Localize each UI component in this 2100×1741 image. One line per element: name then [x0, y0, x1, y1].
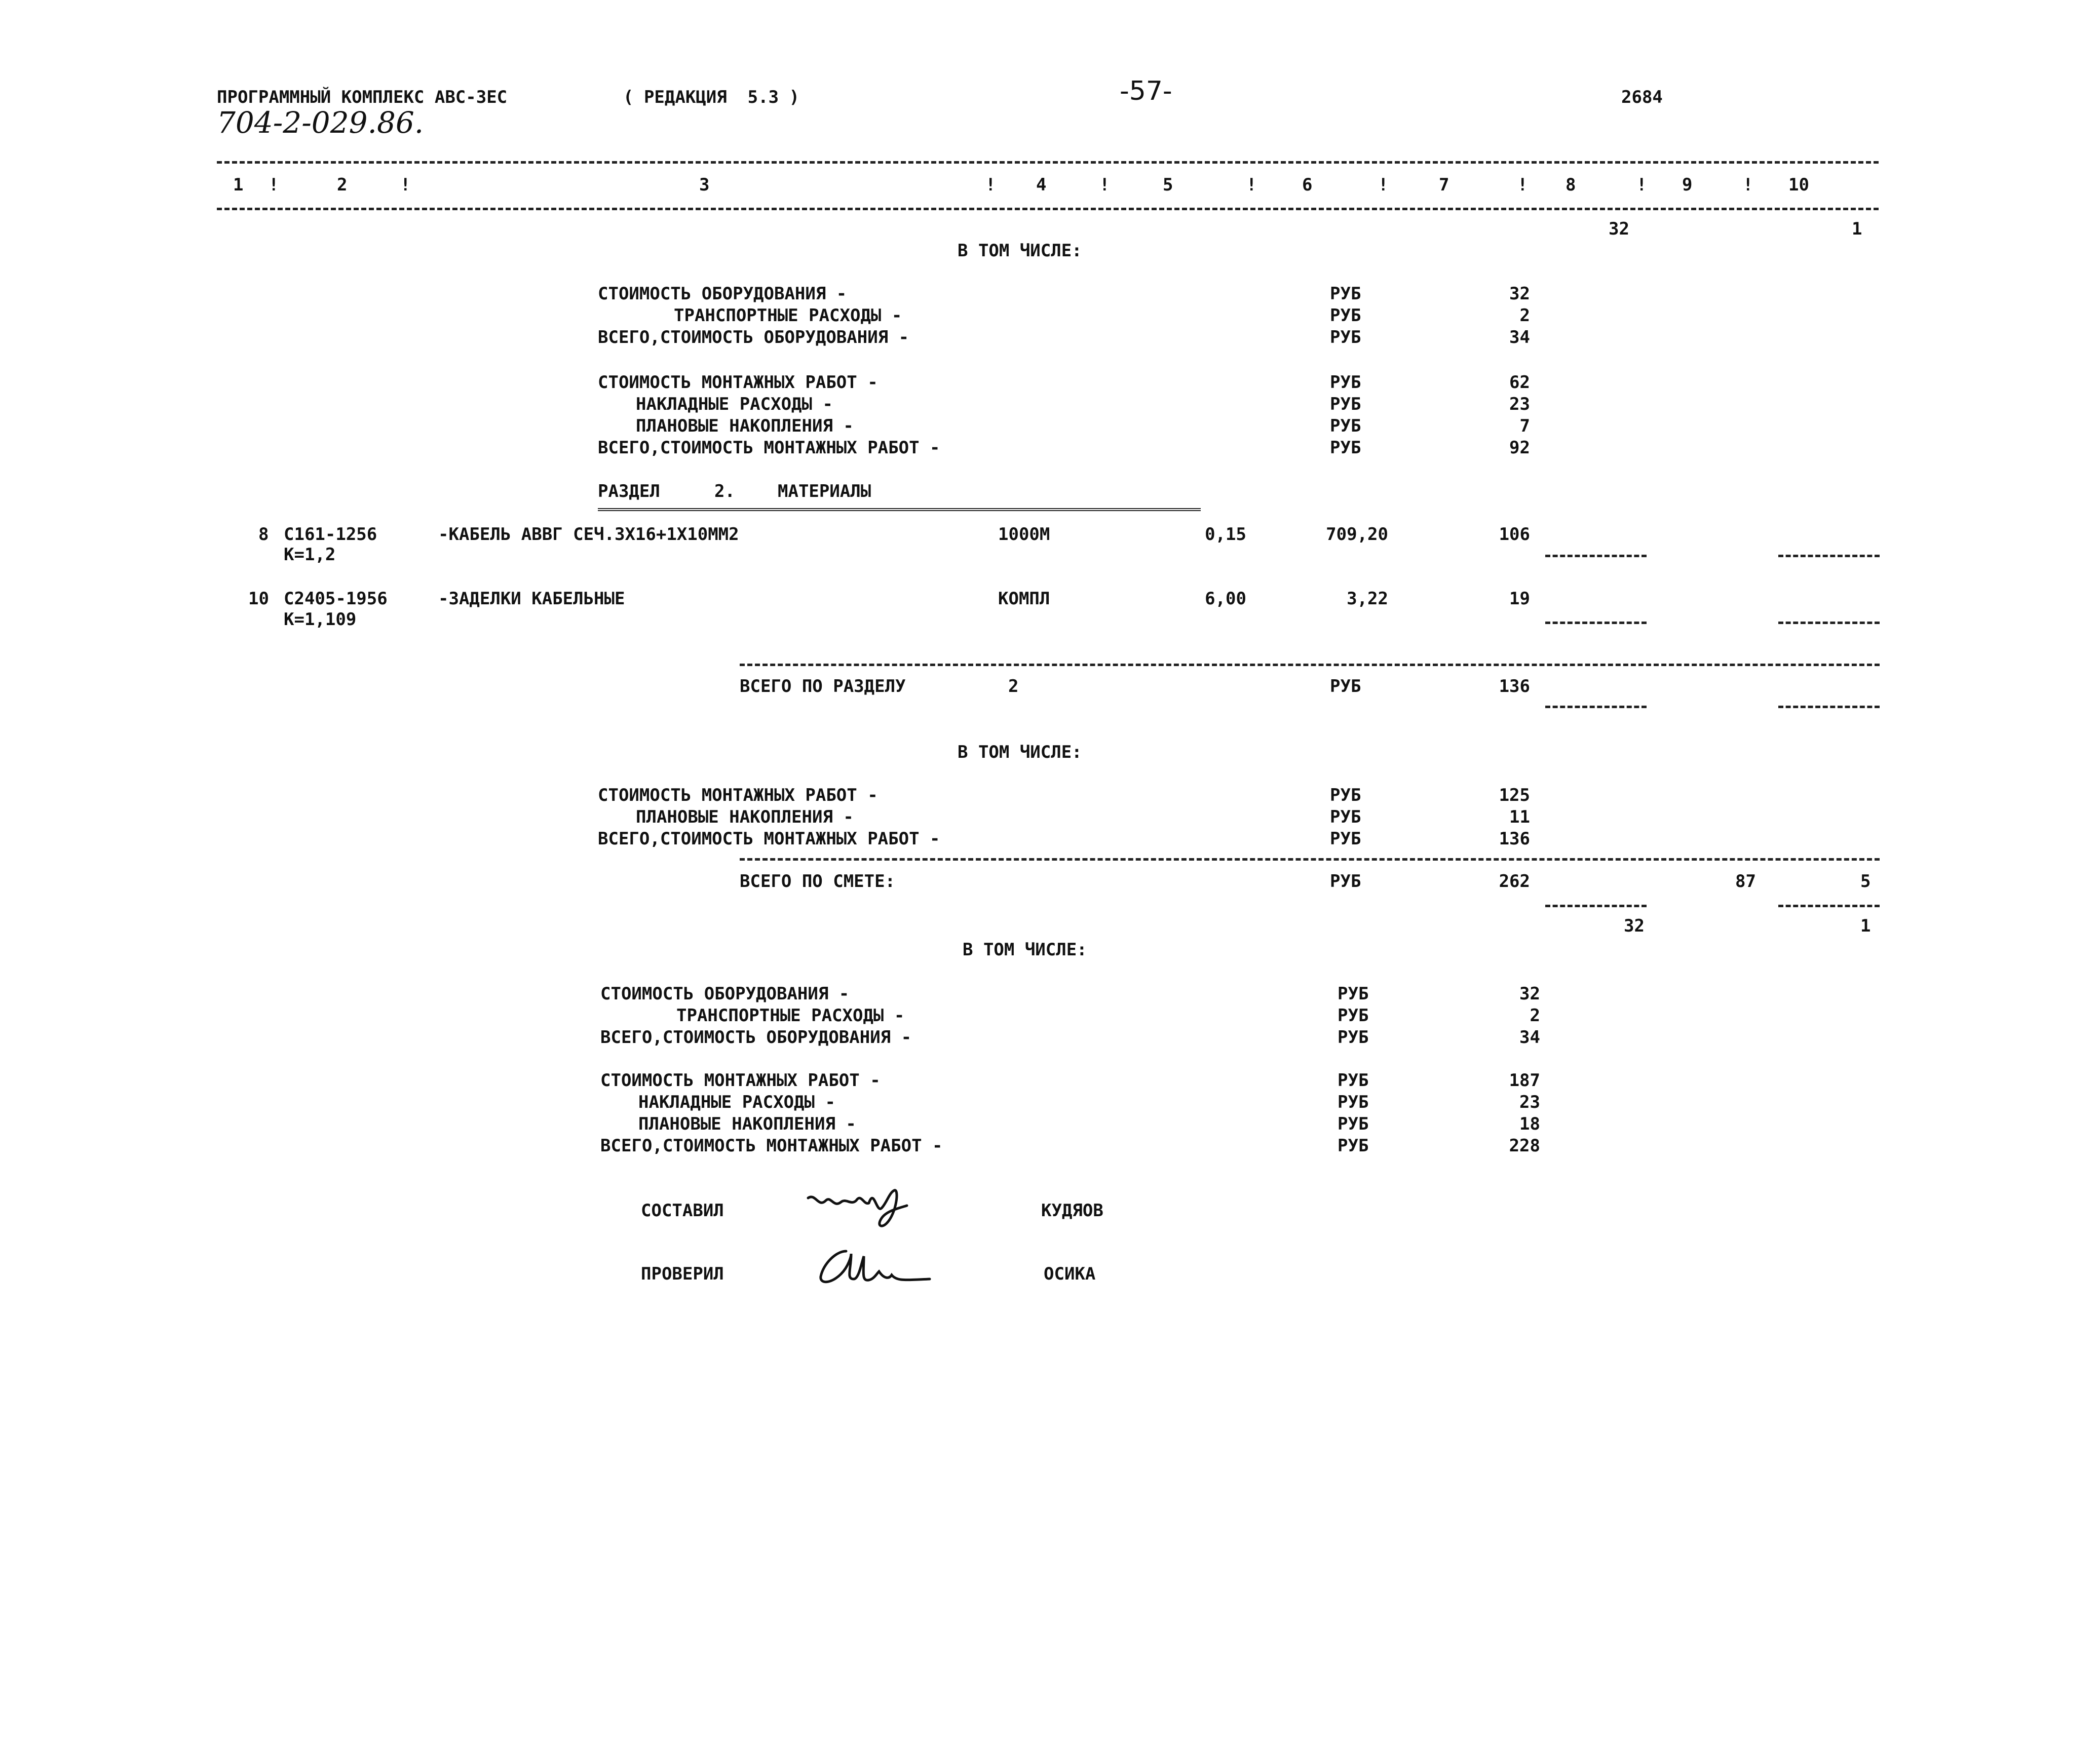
section-total-label: ВСЕГО ПО РАЗДЕЛУ — [740, 676, 906, 697]
item-name: -ЗАДЕЛКИ КАБЕЛЬНЫЕ — [438, 589, 625, 609]
cost-value: 2 — [1530, 1005, 1540, 1026]
item-number: 8 — [258, 524, 269, 545]
item-code: С2405-1956 — [284, 589, 388, 609]
cost-value: 62 — [1509, 372, 1530, 393]
col8-rule — [1545, 706, 1647, 708]
top-carry-col10: 1 — [1852, 219, 1862, 239]
col8-rule — [1545, 622, 1647, 624]
item-total: 19 — [1509, 589, 1530, 609]
cost-label: ВСЕГО,СТОИМОСТЬ МОНТАЖНЫХ РАБОТ - — [600, 1136, 943, 1156]
col-sep: ! — [1517, 175, 1528, 195]
cost-unit: РУБ — [1338, 1114, 1369, 1134]
col-sep: ! — [1378, 175, 1389, 195]
checked-by-name: ОСИКА — [1044, 1264, 1096, 1284]
col10-rule — [1778, 905, 1880, 907]
cost-unit: РУБ — [1330, 284, 1361, 304]
estimate-total-unit: РУБ — [1330, 871, 1361, 892]
cost-value: 92 — [1509, 438, 1530, 458]
cost-unit: РУБ — [1330, 327, 1361, 347]
cost-unit: РУБ — [1338, 1136, 1369, 1156]
cost-value: 18 — [1519, 1114, 1540, 1134]
cost-unit: РУБ — [1338, 1005, 1369, 1026]
item-coefficient: К=1,109 — [284, 609, 357, 630]
cost-unit: РУБ — [1338, 1027, 1369, 1048]
col8-rule — [1545, 905, 1647, 907]
cost-value: 32 — [1509, 284, 1530, 304]
cost-value: 125 — [1499, 785, 1530, 805]
item-name: -КАБЕЛЬ АВВГ СЕЧ.3Х16+1Х10ММ2 — [438, 524, 739, 545]
column-header-7: 7 — [1439, 175, 1449, 195]
item-code: С161-1256 — [284, 524, 377, 545]
cost-label: СТОИМОСТЬ ОБОРУДОВАНИЯ - — [600, 984, 850, 1004]
cost-value: 7 — [1519, 416, 1530, 436]
item-quantity: 0,15 — [1205, 524, 1246, 545]
estimate-total-col9: 87 — [1735, 871, 1756, 892]
edition-label: ( РЕДАКЦИЯ 5.3 ) — [623, 87, 799, 107]
col-sep: ! — [1636, 175, 1647, 195]
block3-title: В ТОМ ЧИСЛЕ: — [963, 940, 1087, 960]
cost-label: ПЛАНОВЫЕ НАКОПЛЕНИЯ - — [636, 416, 854, 436]
cost-value: 32 — [1519, 984, 1540, 1004]
section-total-value: 136 — [1499, 676, 1530, 697]
col-sep: ! — [1246, 175, 1257, 195]
cost-unit: РУБ — [1338, 1070, 1369, 1091]
cost-label: ВСЕГО,СТОИМОСТЬ ОБОРУДОВАНИЯ - — [598, 327, 909, 347]
cost-unit: РУБ — [1330, 305, 1361, 326]
col8-rule — [1545, 555, 1647, 557]
column-header-top-rule — [217, 161, 1879, 164]
item-number: 10 — [248, 589, 269, 609]
column-header-3: 3 — [699, 175, 710, 195]
column-header-6: 6 — [1302, 175, 1313, 195]
col-sep: ! — [269, 175, 279, 195]
section-underline — [598, 508, 1201, 511]
section-name: МАТЕРИАЛЫ — [778, 481, 871, 501]
column-header-5: 5 — [1163, 175, 1173, 195]
cost-unit: РУБ — [1330, 438, 1361, 458]
cost-value: 11 — [1509, 807, 1530, 827]
page-number: -57- — [1120, 76, 1172, 106]
section-number: 2. — [714, 481, 735, 501]
col-sep: ! — [1743, 175, 1753, 195]
cost-label: ВСЕГО,СТОИМОСТЬ МОНТАЖНЫХ РАБОТ - — [598, 438, 940, 458]
item-price: 3,22 — [1347, 589, 1388, 609]
cost-unit: РУБ — [1330, 807, 1361, 827]
section-total-number: 2 — [1008, 676, 1019, 697]
section-label: РАЗДЕЛ — [598, 481, 660, 501]
cost-value: 136 — [1499, 829, 1530, 849]
top-carry-col8: 32 — [1609, 219, 1629, 239]
estimate-total-label: ВСЕГО ПО СМЕТЕ: — [740, 871, 896, 892]
cost-value: 34 — [1509, 327, 1530, 347]
cost-unit: РУБ — [1330, 785, 1361, 805]
handwritten-code: 704-2-029.86. — [217, 105, 424, 140]
compiled-by-name: КУДЯОВ — [1041, 1201, 1103, 1221]
column-header-1: 1 — [233, 175, 244, 195]
cost-value: 187 — [1509, 1070, 1540, 1091]
cost-unit: РУБ — [1330, 394, 1361, 414]
column-header-9: 9 — [1682, 175, 1693, 195]
checker-signature-icon — [816, 1244, 932, 1294]
col-sep: ! — [400, 175, 411, 195]
column-header-8: 8 — [1566, 175, 1576, 195]
col10-rule — [1778, 706, 1880, 708]
document-code: 2684 — [1621, 87, 1663, 107]
estimate-total-col10-below: 1 — [1860, 916, 1871, 936]
item-price: 709,20 — [1326, 524, 1388, 545]
estimate-total-value: 262 — [1499, 871, 1530, 892]
cost-unit: РУБ — [1330, 372, 1361, 393]
column-header-10: 10 — [1788, 175, 1809, 195]
item-unit: 1000М — [998, 524, 1050, 545]
cost-unit: РУБ — [1330, 829, 1361, 849]
cost-label: ПЛАНОВЫЕ НАКОПЛЕНИЯ - — [636, 807, 854, 827]
estimate-total-col10: 5 — [1860, 871, 1871, 892]
cost-value: 23 — [1509, 394, 1530, 414]
cost-label: СТОИМОСТЬ МОНТАЖНЫХ РАБОТ - — [598, 785, 878, 805]
program-title: ПРОГРАММНЫЙ КОМПЛЕКС АВС-ЗЕС — [217, 87, 508, 107]
estimate-total-col8-below: 32 — [1624, 916, 1645, 936]
cost-label: ТРАНСПОРТНЫЕ РАСХОДЫ - — [674, 305, 902, 326]
checked-by-label: ПРОВЕРИЛ — [641, 1264, 724, 1284]
cost-label: ВСЕГО,СТОИМОСТЬ МОНТАЖНЫХ РАБОТ - — [598, 829, 940, 849]
cost-label: ВСЕГО,СТОИМОСТЬ ОБОРУДОВАНИЯ - — [600, 1027, 912, 1048]
cost-value: 34 — [1519, 1027, 1540, 1048]
cost-value: 228 — [1509, 1136, 1540, 1156]
col-sep: ! — [985, 175, 996, 195]
section-total-unit: РУБ — [1330, 676, 1361, 697]
cost-label: ТРАНСПОРТНЫЕ РАСХОДЫ - — [676, 1005, 905, 1026]
cost-label: ПЛАНОВЫЕ НАКОПЛЕНИЯ - — [638, 1114, 856, 1134]
cost-unit: РУБ — [1330, 416, 1361, 436]
cost-value: 23 — [1519, 1092, 1540, 1112]
col10-rule — [1778, 555, 1880, 557]
cost-label: НАКЛАДНЫЕ РАСХОДЫ - — [636, 394, 833, 414]
cost-label: НАКЛАДНЫЕ РАСХОДЫ - — [638, 1092, 835, 1112]
column-header-4: 4 — [1036, 175, 1047, 195]
cost-label: СТОИМОСТЬ МОНТАЖНЫХ РАБОТ - — [598, 372, 878, 393]
item-unit: КОМПЛ — [998, 589, 1050, 609]
block2-title: В ТОМ ЧИСЛЕ: — [958, 742, 1082, 762]
item-quantity: 6,00 — [1205, 589, 1246, 609]
col-sep: ! — [1099, 175, 1110, 195]
cost-value: 2 — [1519, 305, 1530, 326]
compiled-by-label: СОСТАВИЛ — [641, 1201, 724, 1221]
cost-unit: РУБ — [1338, 1092, 1369, 1112]
compiler-signature-icon — [806, 1178, 917, 1233]
block1-title: В ТОМ ЧИСЛЕ: — [958, 241, 1082, 261]
section-total-rule — [740, 664, 1880, 666]
cost-unit: РУБ — [1338, 984, 1369, 1004]
column-header-bottom-rule — [217, 208, 1879, 210]
cost-label: СТОИМОСТЬ МОНТАЖНЫХ РАБОТ - — [600, 1070, 881, 1091]
estimate-total-rule — [740, 858, 1880, 861]
column-header-2: 2 — [337, 175, 348, 195]
cost-label: СТОИМОСТЬ ОБОРУДОВАНИЯ - — [598, 284, 847, 304]
item-coefficient: К=1,2 — [284, 545, 336, 565]
item-total: 106 — [1499, 524, 1530, 545]
col10-rule — [1778, 622, 1880, 624]
